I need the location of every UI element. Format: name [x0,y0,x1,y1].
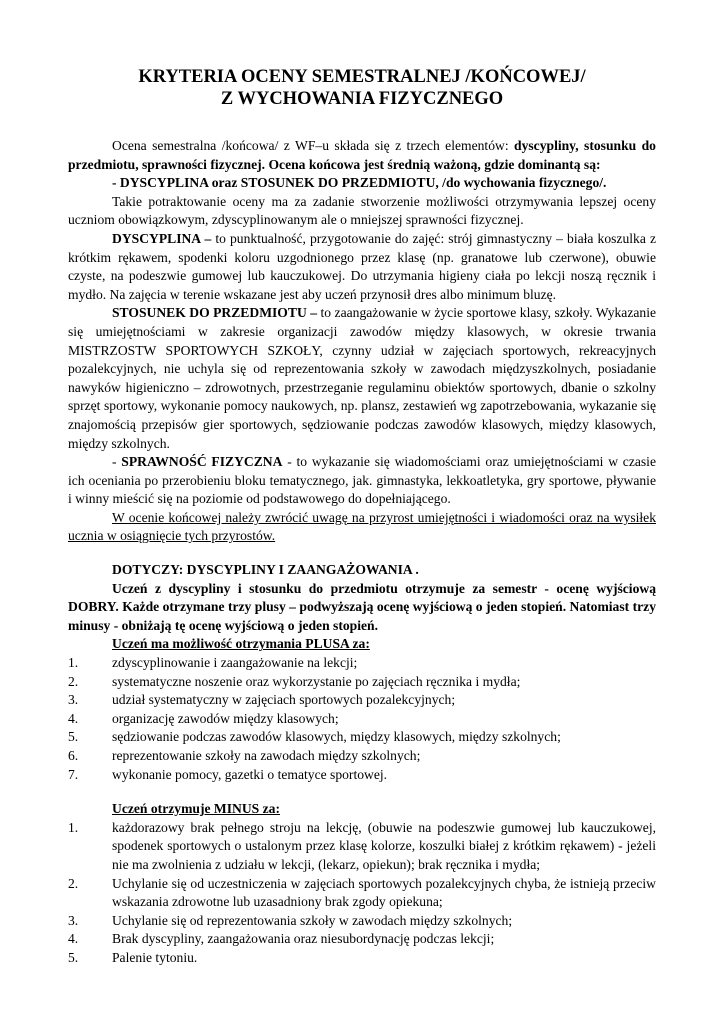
page-title [68,66,656,110]
sprawnosc-paragraph [68,453,656,509]
stosunek-term: STOSUNEK DO PRZEDMIOTU – [112,305,318,321]
list-text: wykonanie pomocy, gazetki o tematyce sportowej. [112,766,388,782]
intro-paragraph [68,137,656,174]
list-item [68,710,656,729]
dotyczy-paragraph [68,580,656,636]
list-item [68,728,656,747]
list-text: reprezentowanie szkoły na zawodach między szkolnych; [112,748,421,763]
list-text: Uchylanie się od uczestniczenia w zajęciach sportowych pozalekcyjnych chyba, że istnieją przeciw wskazania zdrowotne lub uzasadniony brak zgody opiekuna; [112,875,656,910]
title-line-2: Z WYCHOWANIA FIZYCZNEGO [220,89,504,109]
sprawnosc-prefix: - [112,454,122,470]
list-number: 7. [68,766,79,782]
plus-heading: Uczeń ma możliwość otrzymania PLUSA za: [112,636,370,652]
plus-list [68,654,656,784]
minus-heading: Uczeń otrzymuje MINUS za: [112,801,280,817]
list-number: 1. [68,655,79,671]
potraktowanie-paragraph: Takie potraktowanie oceny ma za zadanie stworzenie możliwości otrzymywania lepszej oceny uczniom obowiązkowym, zdyscyplinowanym ale o mniejszej sprawności fizycznej. [68,193,656,228]
list-item [68,819,656,875]
list-text: systematyczne noszenie oraz wykorzystanie po zajęciach ręcznika i mydła; [112,673,521,689]
list-item [68,654,656,673]
stosunek-paragraph [68,304,656,453]
list-item [68,747,656,766]
stosunek-text: to zaangażowanie w życie sportowe klasy, szkoły. Wykazanie się umiejętnościami w zakresie organizacji zawodów między klasowych, w okresie trwania MISTRZOSTW SPORTOWYCH SZKOŁY, czynny udział w zajęciach sportowych, rekreacyjnych pozalekcyjnych, nie uchyla się od reprezentowania szkoły w zawodach międzyszkolnych, posiadanie nawyków higieniczno – zdrowotnych, przestrzeganie regulaminu obiektów sportowych, dbanie o szkolny sprzęt sportowy, wykonanie pomocy naukowych, np. plansz, zestawień wg zapotrzebowania, wykazanie się znajomością przepisów gier sportowych, sędziowanie podczas zawodów klasowych, między klasowych, między szkolnych. [68,305,657,451]
list-item [68,912,656,931]
underline-note-text: W ocenie końcowej należy zwrócić uwagę na przyrost umiejętności i wiadomości oraz na wysiłek ucznia w osiągnięcie tych przyrostów. [68,509,656,544]
list-text: Uchylanie się od reprezentowania szkoły w zawodach między szkolnych; [112,912,513,928]
dyscyplina-term: DYSCYPLINA – [112,230,212,246]
list-number: 4. [68,710,79,726]
dyscyplina-text: to punktualność, przygotowanie do zajęć: strój gimnastyczny – biała koszulka z krótkim rękawem, spodenki koloru uzgodnionego przez klasę (np. granatowe lub czerwone), obuwie czyste, na podeszwie gumowej lub kauczukowej. Do utrzymania higieny ciała po lekcji noszą ręcznik i mydło. Na zajęcia w terenie wskazane jest aby uczeń przynosił dres albo minimum bluzę. [68,230,656,302]
intro-bold: dyscypliny, stosunku do przedmiotu, sprawności fizycznej. Ocena końcowa jest średnią ważoną, gdzie dominantą są: [68,138,656,172]
list-text: sędziowanie podczas zawodów klasowych, między klasowych, między szkolnych; [112,729,561,745]
list-number: 3. [68,912,79,928]
list-item [68,949,656,968]
list-number: 2. [68,875,79,891]
dyscyplina-heading-text: - DYSCYPLINA oraz STOSUNEK DO PRZEDMIOTU, /do wychowania fizycznego/. [112,175,607,191]
list-item [68,875,656,912]
list-text: udział systematyczny w zajęciach sportowych pozalekcyjnych; [112,692,456,708]
dotyczy-bold: Uczeń z dyscypliny i stosunku do przedmiotu otrzymuje za semestr - ocenę wyjściową DOBRY. Każde otrzymane trzy plusy – podwyższają ocenę wyjściową o jeden stopień. Natomiast trzy minusy - obniżają tę ocenę wyjściową o jeden stopień. [68,580,656,633]
intro-text: Ocena semestralna /końcowa/ z WF–u składa się z trzech elementów: [112,138,515,153]
list-item [68,766,656,785]
list-number: 3. [68,692,79,708]
list-number: 5. [68,729,79,745]
underline-note [68,509,656,546]
dotyczy-heading-text: DOTYCZY: DYSCYPLINY I ZAANGAŻOWANIA . [112,562,419,578]
dyscyplina-paragraph [68,230,656,304]
list-text: każdorazowy brak pełnego stroju na lekcję, (obuwie na podeszwie gumowej lub kauczukowej, spodenek sportowych o ustalonym przez klasę kolorze, koszulki białej z krótkim rękawem) - jeżeli nie ma zwolnienia z udziału w lekcji, (lekarz, opiekun); brak ręcznika i mydła; [112,819,656,872]
list-text: Brak dyscypliny, zaangażowania oraz niesubordynację podczas lekcji; [112,931,495,947]
list-item [68,673,656,692]
list-number: 6. [68,748,79,763]
list-text: zdyscyplinowanie i zaangażowanie na lekcji; [112,655,358,671]
list-number: 4. [68,931,79,947]
list-item [68,930,656,949]
dotyczy-heading [68,561,656,580]
title-line-1: KRYTERIA OCENY SEMESTRALNEJ /KOŃCOWEJ/ [138,67,586,87]
sprawnosc-term: SPRAWNOŚĆ FIZYCZNA [121,454,283,470]
list-number: 5. [68,949,79,965]
minus-list [68,819,656,968]
dyscyplina-heading [68,174,656,193]
list-number: 2. [68,673,79,689]
list-number: 1. [68,819,79,835]
list-text: Palenie tytoniu. [112,949,198,965]
list-text: organizację zawodów między klasowych; [112,710,339,726]
sprawnosc-text: - to wykazanie się wiadomościami oraz umiejętnościami w czasie ich oceniania po przerobieniu bloku tematycznego, jak. gimnastyka, lekkoatletyka, gry sportowe, pływanie i winny mieścić się na poziomie od podstawowego do dopełniającego. [68,454,656,507]
list-item [68,691,656,710]
